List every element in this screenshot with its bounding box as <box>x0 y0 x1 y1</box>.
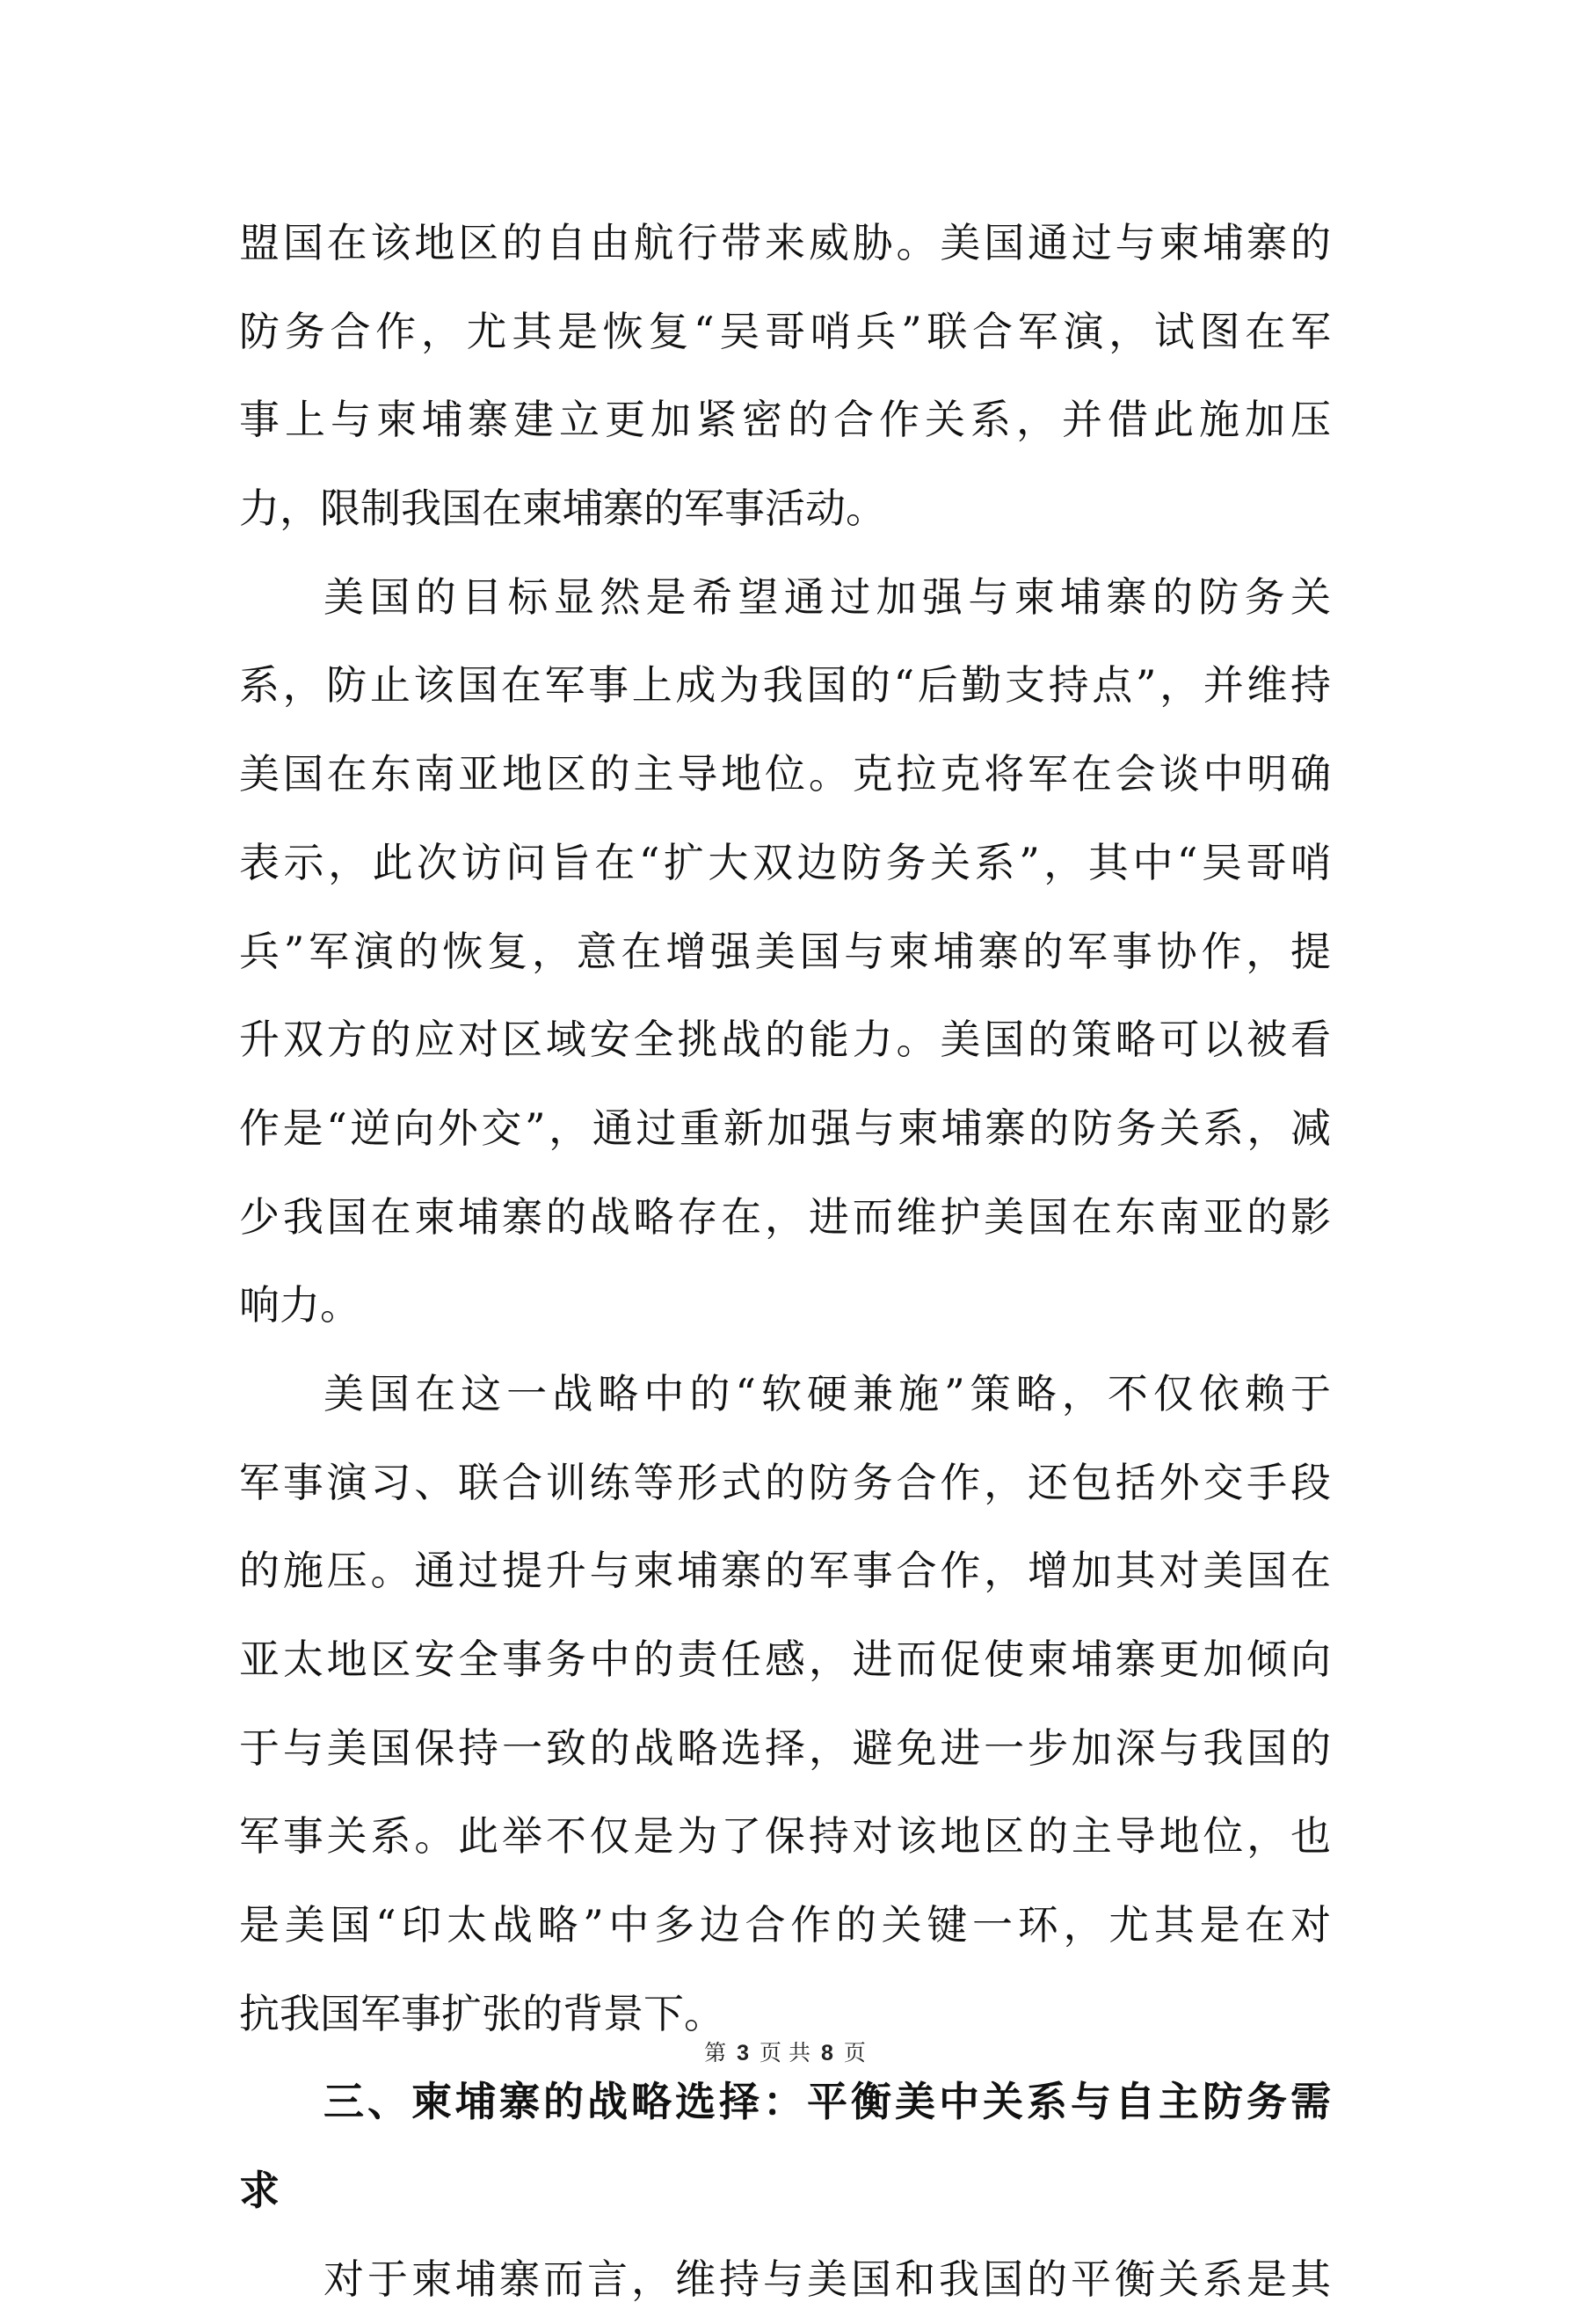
footer-suffix: 页 <box>843 2040 866 2065</box>
paragraph-line: 美国的目标显然是希望通过加强与柬埔寨的防务关 <box>323 572 1331 621</box>
paragraph-line: 军事演习、联合训练等形式的防务合作，还包括外交手段 <box>239 1458 1331 1506</box>
paragraph-line: 兵”军演的恢复，意在增强美国与柬埔寨的军事协作，提 <box>239 927 1331 975</box>
paragraph-line: 升双方的应对区域安全挑战的能力。美国的策略可以被看 <box>239 1016 1331 1064</box>
paragraph-line: 响力。 <box>239 1281 360 1330</box>
total-page-number: 8 <box>820 2041 833 2065</box>
paragraph-line: 对于柬埔寨而言，维持与美国和我国的平衡关系是其 <box>323 2255 1331 2303</box>
paragraph-line: 抗我国军事扩张的背景下。 <box>239 1989 724 2037</box>
paragraph-line: 防务合作，尤其是恢复“吴哥哨兵”联合军演，试图在军 <box>239 307 1331 355</box>
paragraph-line: 力，限制我国在柬埔寨的军事活动。 <box>239 484 886 533</box>
paragraph-line: 表示，此次访问旨在“扩大双边防务关系”，其中“吴哥哨 <box>239 838 1331 886</box>
paragraph-line: 于与美国保持一致的战略选择，避免进一步加深与我国的 <box>239 1723 1331 1772</box>
paragraph-line: 的施压。通过提升与柬埔寨的军事合作，增加其对美国在 <box>239 1547 1331 1595</box>
paragraph-line: 作是“逆向外交”，通过重新加强与柬埔寨的防务关系，减 <box>239 1104 1331 1152</box>
paragraph-line: 军事关系。此举不仅是为了保持对该地区的主导地位，也 <box>239 1812 1331 1861</box>
paragraph-line: 少我国在柬埔寨的战略存在，进而维护美国在东南亚的影 <box>239 1192 1331 1241</box>
current-page-number: 3 <box>737 2041 750 2065</box>
section-heading: 三、柬埔寨的战略选择：平衡美中关系与自主防务需 <box>323 2078 1331 2126</box>
footer-middle: 页 共 <box>760 2040 810 2065</box>
paragraph-line: 美国在东南亚地区的主导地位。克拉克将军在会谈中明确 <box>239 750 1331 798</box>
section-heading-continued: 求 <box>239 2167 280 2215</box>
paragraph-line: 事上与柬埔寨建立更加紧密的合作关系，并借此施加压 <box>239 396 1331 444</box>
footer-prefix: 第 <box>704 2040 727 2065</box>
page-footer <box>0 2040 1570 2066</box>
paragraph-line: 盟国在该地区的自由航行带来威胁。美国通过与柬埔寨的 <box>239 219 1331 266</box>
paragraph-line: 是美国“印太战略”中多边合作的关键一环，尤其是在对 <box>239 1901 1331 1949</box>
paragraph-line: 美国在这一战略中的“软硬兼施”策略，不仅依赖于 <box>323 1369 1331 1417</box>
paragraph-line: 系，防止该国在军事上成为我国的“后勤支持点”，并维持 <box>239 661 1331 710</box>
document-body <box>239 199 1331 2324</box>
paragraph-line: 亚太地区安全事务中的责任感，进而促使柬埔寨更加倾向 <box>239 1636 1331 1683</box>
